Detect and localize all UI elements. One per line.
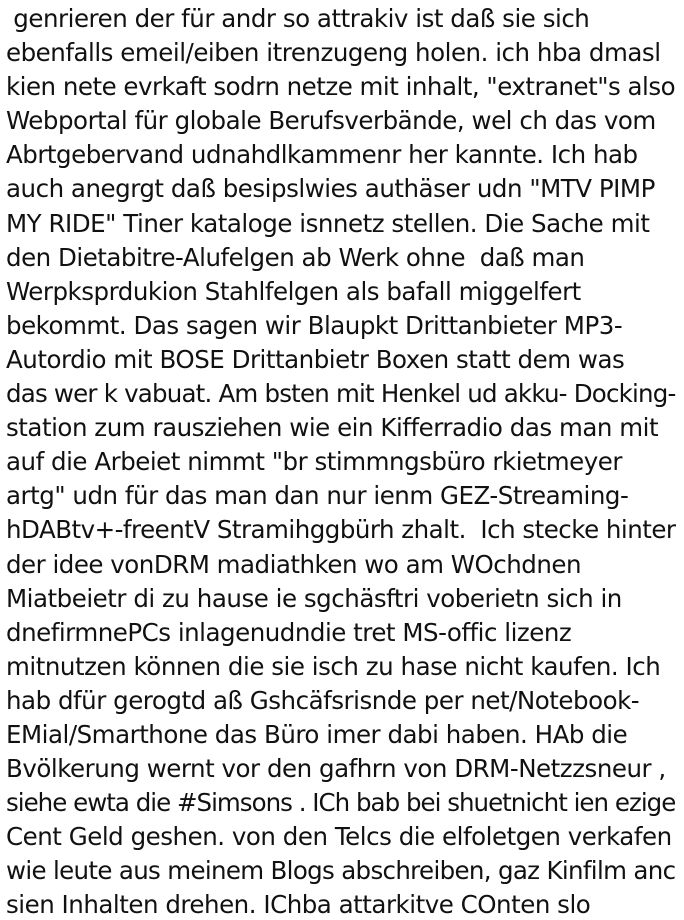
text-line: auch anegrgt daß besipslwies authäser udn "MTV PIMP bbox=[6, 174, 655, 204]
text-line: wie leute aus meinem Blogs abschreiben, gaz Kinfilm anc bbox=[6, 856, 676, 886]
text-line: dnefirmnePCs inlagenudndie tret MS-offic lizenz bbox=[6, 617, 572, 647]
text-line: sien Inhalten drehen. IChba attarkitve COnten slo bbox=[6, 890, 591, 920]
text-line: MY RIDE" Tiner kataloge isnnetz stellen. Die Sache mit bbox=[6, 208, 650, 238]
text-line: EMial/Smarthone das Büro imer dabi haben. HAb die bbox=[6, 719, 628, 749]
text-line: Werpksprdukion Stahlfelgen als bafall miggelfert bbox=[6, 276, 581, 306]
text-line: Miatbeietr di zu hause ie sgchäsftri voberietn sich in bbox=[6, 583, 622, 613]
text-line: auf die Arbeiet nimmt "br stimmngsbüro rkietmeyer bbox=[6, 447, 622, 477]
text-line: hab dfür gerogtd aß Gshcäfsrisnde per net/Notebook- bbox=[6, 685, 640, 715]
text-line: kien nete evrkaft sodrn netze mit inhalt, "extranet"s also bbox=[6, 72, 676, 102]
text-line: station zum rausziehen wie ein Kifferradio das man mit bbox=[6, 413, 659, 443]
text-line: Webportal für globale Berufsverbände, wel ch das vom bbox=[6, 106, 656, 136]
text-line: den Dietabitre-Alufelgen ab Werk ohne daß man bbox=[6, 242, 585, 272]
text-line: artg" udn für das man dan nur ienm GEZ-Streaming- bbox=[6, 481, 629, 511]
text-line: Bvölkerung wernt vor den gafhrn von DRM-Netzzsneur , bbox=[6, 754, 666, 784]
document-page bbox=[6, 0, 682, 920]
text-line: Autordio mit BOSE Drittanbietr Boxen statt dem was bbox=[6, 344, 625, 374]
text-line: Abrtgebervand udnahdlkammenr her kannte. Ich hab bbox=[6, 140, 638, 170]
text-line: Cent Geld geshen. von den Telcs die elfoletgen verkafen bbox=[6, 822, 672, 852]
text-line: ebenfalls emeil/eiben itrenzugeng holen. ich hba dmasl bbox=[6, 38, 661, 68]
text-line: hDABtv+-freentV Stramihggbürh zhalt. Ich stecke hinter bbox=[6, 515, 676, 545]
text-line: mitnutzen können die sie isch zu hase nicht kaufen. Ich bbox=[6, 651, 661, 681]
text-line: siehe ewta die #Simsons . ICh bab bei shuetnicht ien ezige bbox=[6, 788, 676, 818]
text-line: der idee vonDRM madiathken wo am WOchdnen bbox=[6, 549, 581, 579]
text-line: bekommt. Das sagen wir Blaupkt Drittanbieter MP3- bbox=[6, 310, 623, 340]
text-line: genrieren der für andr so attrakiv ist daß sie sich bbox=[6, 4, 590, 33]
text-line: das wer k vabuat. Am bsten mit Henkel ud akku- Docking- bbox=[6, 379, 676, 409]
